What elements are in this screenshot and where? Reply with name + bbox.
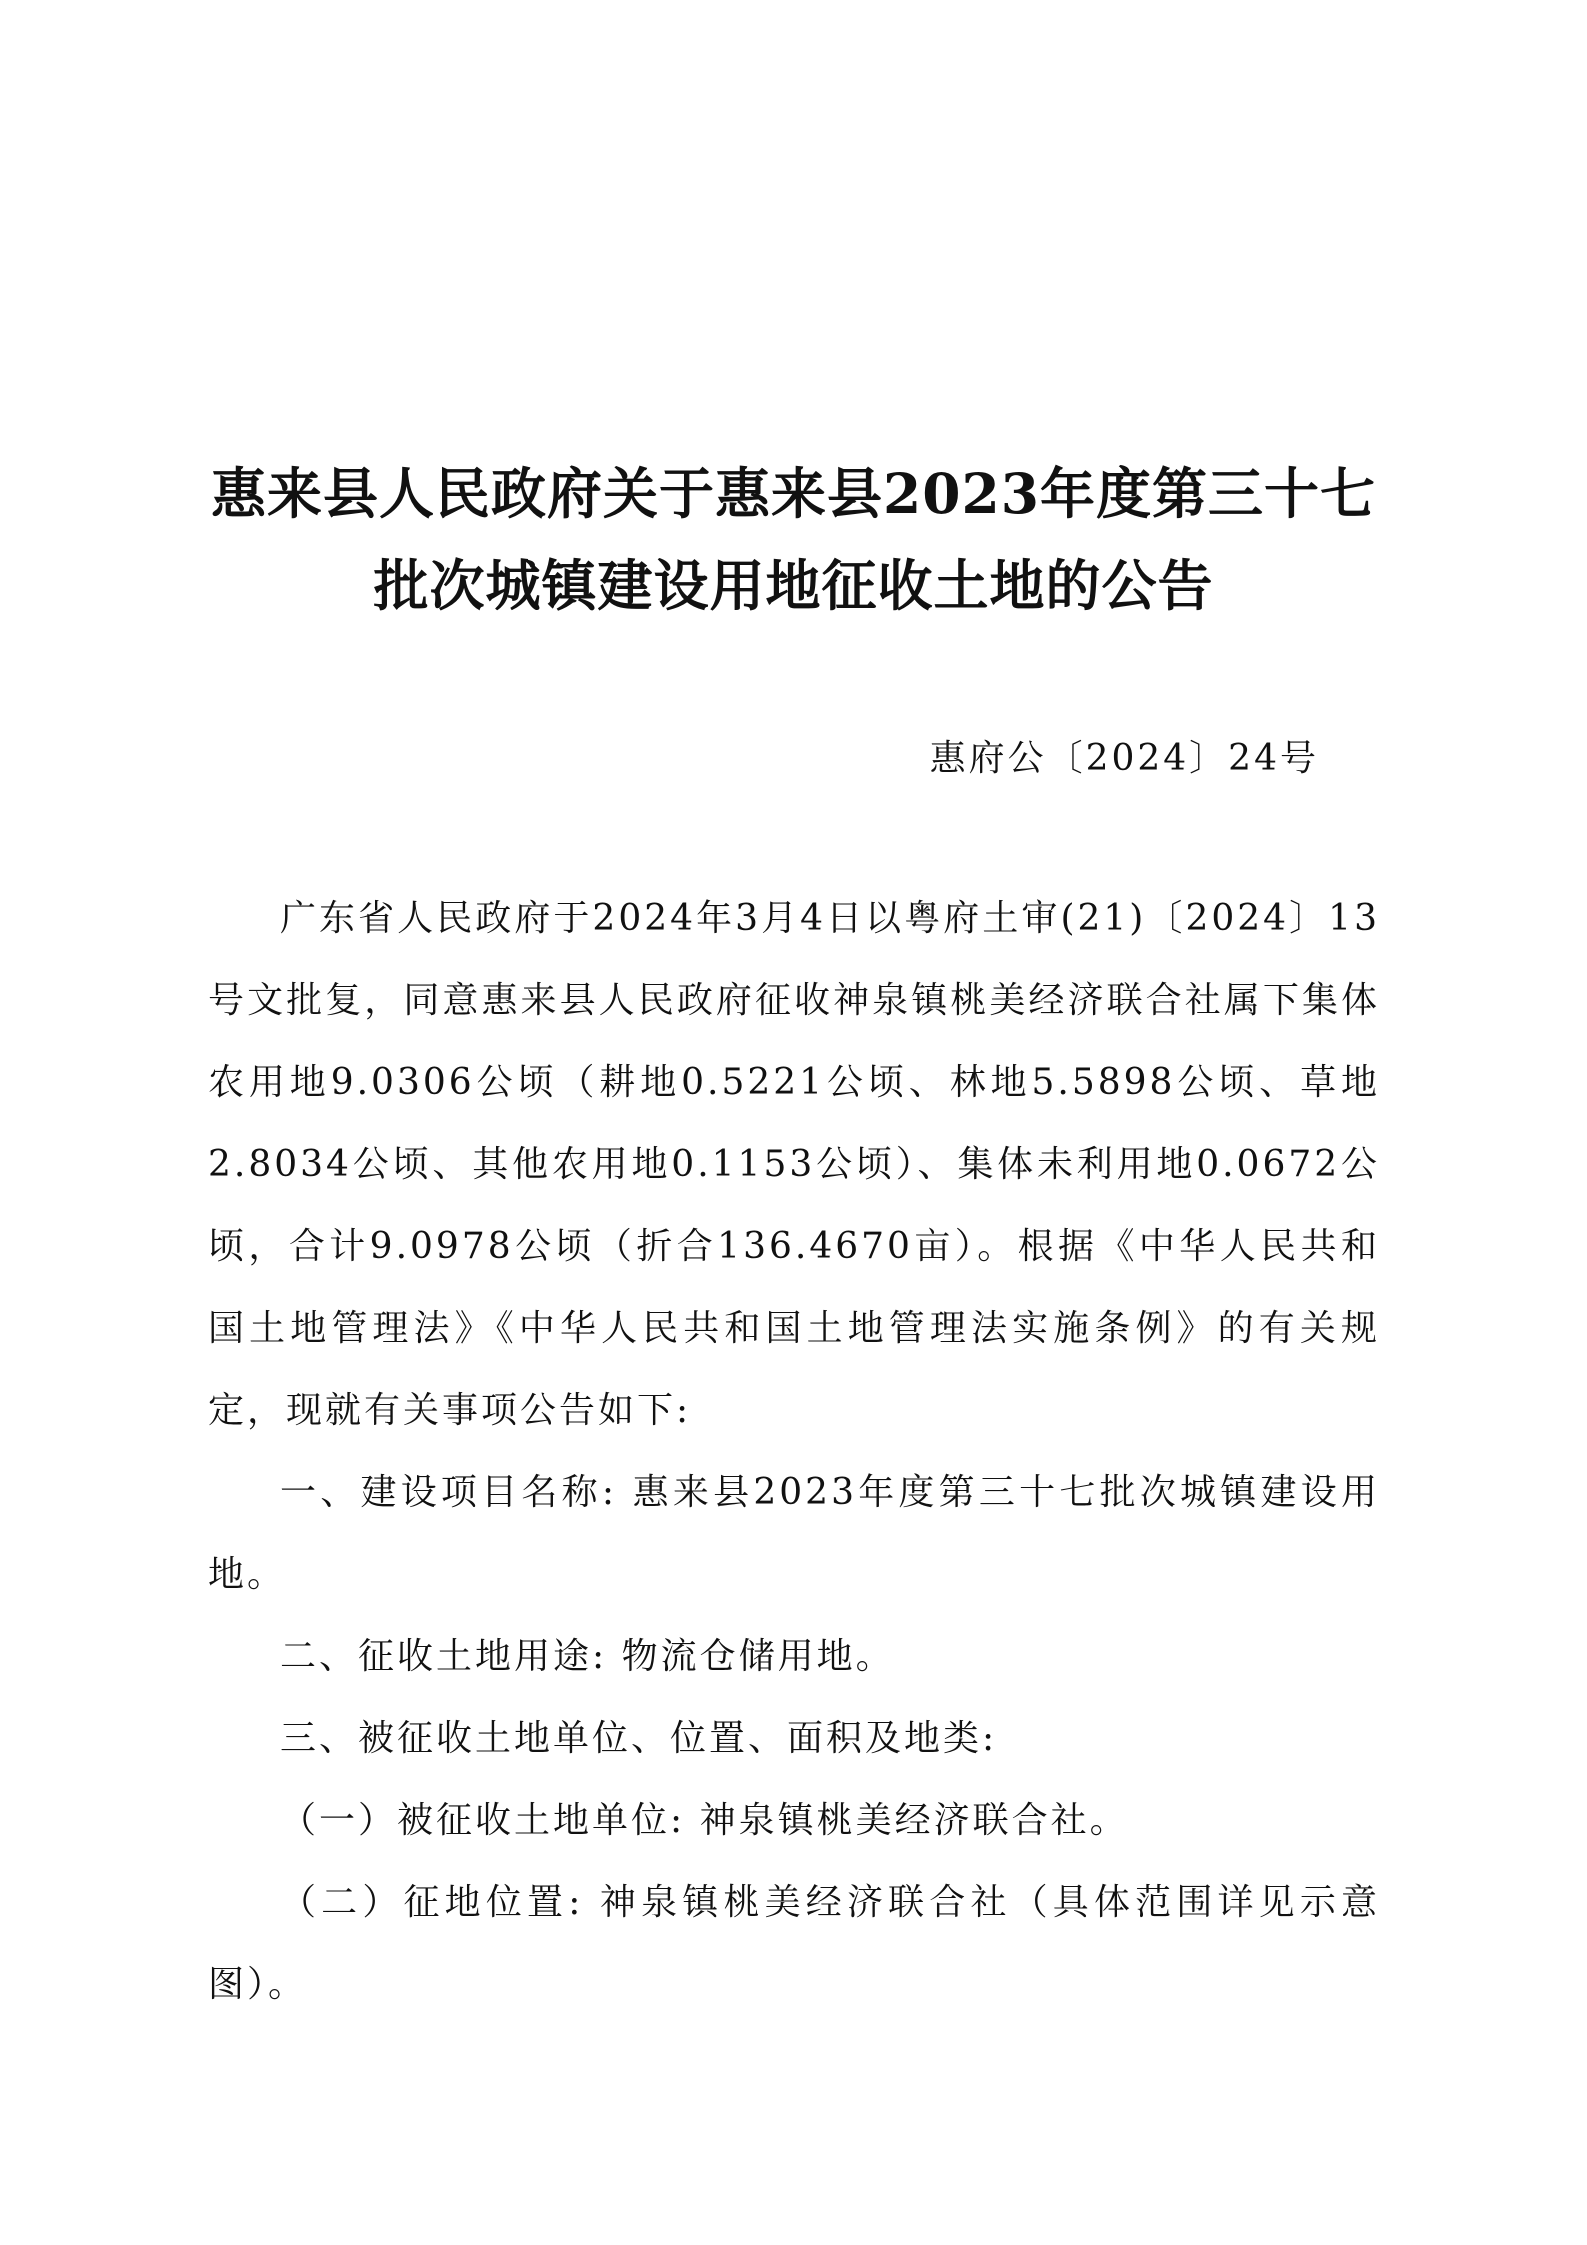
paragraph-project-name: 一、建设项目名称: 惠来县2023年度第三十七批次城镇建设用地。 — [208, 1472, 1380, 1595]
paragraph-land-details-heading: 三、被征收土地单位、位置、面积及地类: — [280, 1718, 998, 1759]
paragraph-location: （二）征地位置: 神泉镇桃美经济联合社（具体范围详见示意图）。 — [208, 1882, 1380, 2005]
title-line-2: 批次城镇建设用地征收土地的公告 — [373, 553, 1214, 618]
document-number: 惠府公〔2024〕24号 — [929, 738, 1319, 779]
title-line-1: 惠来县人民政府关于惠来县2023年度第三十七 — [210, 461, 1377, 526]
paragraph-intro: 广东省人民政府于2024年3月4日以粤府土审(21)〔2024〕13号文批复，同意惠来县人民政府征收神泉镇桃美经济联合社属下集体农用地9.0306公顷（耕地0.5221公顷、林地5.5898公顷、草地2.8034公顷、其他农用地0.1153公顷）、集体未利用地0.0672公顷，合计9.0978公顷（折合136.4670亩）。根据《中华人民共和国土地管理法》《中华人民共和国土地管理法实施条例》的有关规定，现就有关事项公告如下: — [208, 898, 1380, 1431]
paragraph-expropriated-unit: （一）被征收土地单位: 神泉镇桃美经济联合社。 — [280, 1800, 1129, 1841]
paragraph-land-use: 二、征收土地用途: 物流仓储用地。 — [280, 1636, 895, 1677]
document-title — [200, 448, 1387, 632]
document-body — [208, 878, 1380, 2026]
